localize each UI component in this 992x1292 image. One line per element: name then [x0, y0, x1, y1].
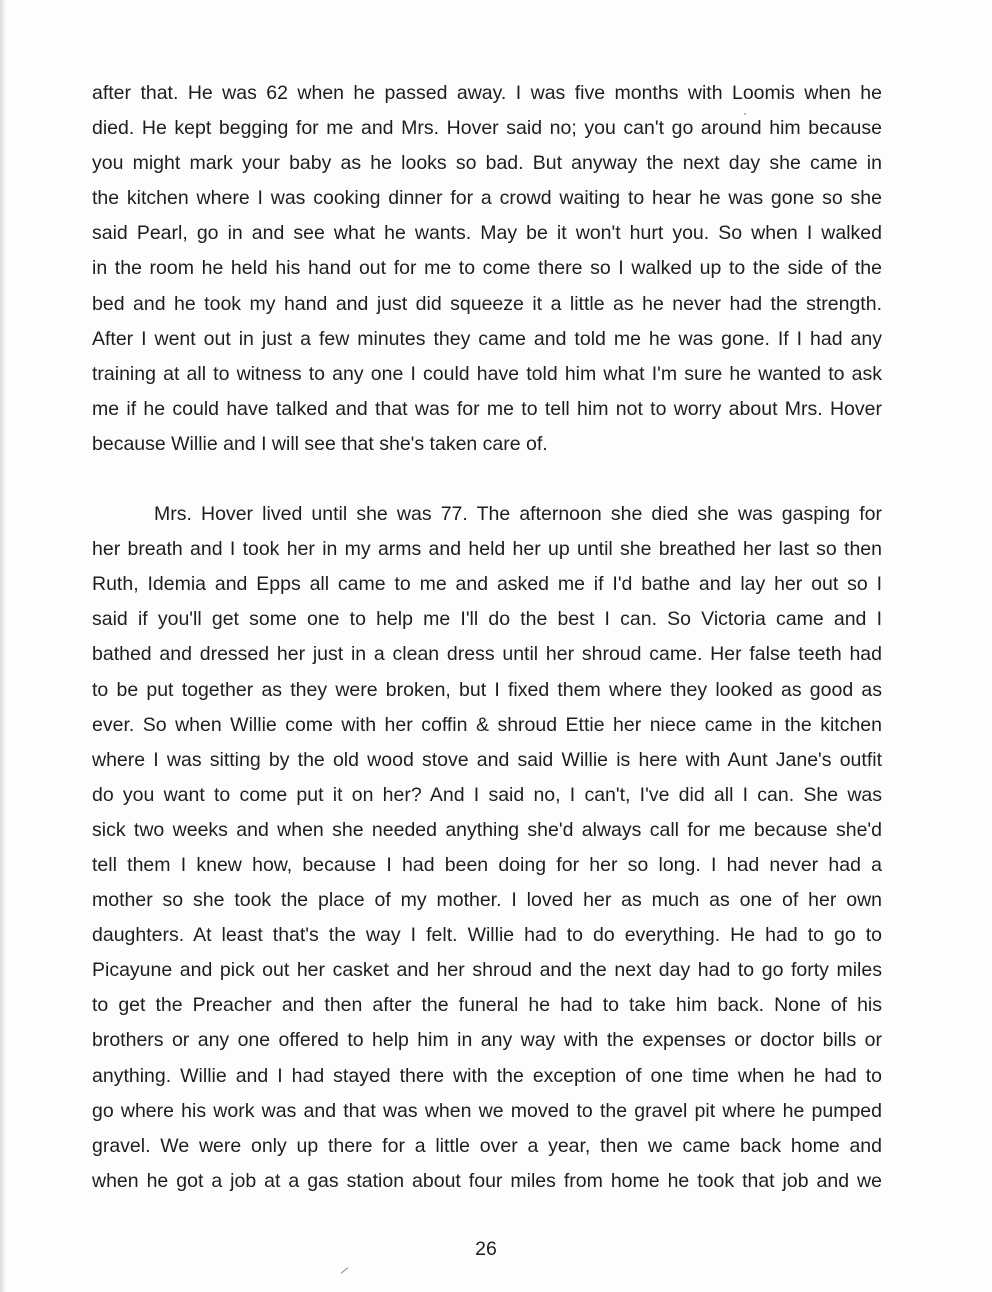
- text-line: do you want to come put it on her? And I said no, I can't, I've did all I can. She was: [92, 783, 882, 806]
- text-line: daughters. At least that's the way I felt. Willie had to do everything. He had to go to: [92, 924, 882, 947]
- text-line: said Pearl, go in and see what he wants. May be it won't hurt you. So when I walked: [92, 222, 882, 245]
- text-line: after that. He was 62 when he passed away. I was five months with Loomis when he: [92, 82, 882, 104]
- text-line: mother so she took the place of my mother. I loved her as much as one of her own: [92, 889, 882, 912]
- text-line: died. He kept begging for me and Mrs. Hover said no; you can't go around him because: [92, 117, 882, 140]
- text-line: because Willie and I will see that she's taken care of.: [92, 432, 548, 455]
- text-line: go where his work was and that was when we moved to the gravel pit where he pumped: [92, 1099, 882, 1122]
- paragraph-1: [92, 76, 882, 462]
- text-line: me if he could have talked and that was for me to tell him not to worry about Mrs. Hover: [92, 397, 882, 420]
- text-line: Ruth, Idemia and Epps all came to me and asked me if I'd bathe and lay her out so I: [92, 573, 882, 596]
- body-text: [92, 76, 882, 1199]
- text-line: After I went out in just a few minutes they came and told me he was gone. If I had any: [92, 327, 882, 350]
- text-line: gravel. We were only up there for a little over a year, then we came back home and: [92, 1134, 882, 1157]
- text-line: the kitchen where I was cooking dinner for a crowd waiting to hear he was gone so she: [92, 187, 882, 210]
- text-line: Mrs. Hover lived until she was 77. The afternoon she died she was gasping for: [154, 503, 882, 526]
- text-line: Picayune and pick out her casket and her shroud and the next day had to go forty miles: [92, 959, 882, 982]
- scan-shadow-edge: [0, 0, 6, 1292]
- text-line: bathed and dressed her just in a clean dress until her shroud came. Her false teeth had: [92, 643, 882, 666]
- text-line: said if you'll get some one to help me I'll do the best I can. So Victoria came and I: [92, 608, 882, 631]
- text-line: to be put together as they were broken, but I fixed them where they looked as good as: [92, 678, 882, 701]
- paragraph-2: [92, 497, 882, 1199]
- text-line: you might mark your baby as he looks so bad. But anyway the next day she came in: [92, 152, 882, 175]
- stray-pen-mark: [341, 1267, 349, 1274]
- text-line: sick two weeks and when she needed anything she'd always call for me because she'd: [92, 818, 882, 841]
- page-number: 26: [475, 1238, 497, 1260]
- text-line: brothers or any one offered to help him in any way with the expenses or doctor bills or: [92, 1029, 882, 1052]
- text-line: her breath and I took her in my arms and held her up until she breathed her last so then: [92, 538, 882, 561]
- text-line: ever. So when Willie come with her coffin & shroud Ettie her niece came in the kitchen: [92, 713, 882, 736]
- text-line: anything. Willie and I had stayed there with the exception of one time when he had to: [92, 1064, 882, 1087]
- text-line: bed and he took my hand and just did squeeze it a little as he never had the strength.: [92, 292, 882, 315]
- text-line: tell them I knew how, because I had been doing for her so long. I had never had a: [92, 853, 882, 876]
- text-line: to get the Preacher and then after the funeral he had to take him back. None of his: [92, 994, 882, 1017]
- text-line: where I was sitting by the old wood stove and said Willie is here with Aunt Jane's outfit: [92, 748, 882, 771]
- text-line: training at all to witness to any one I could have told him what I'm sure he wanted to ask: [92, 362, 882, 385]
- text-line: when he got a job at a gas station about four miles from home he took that job and we: [92, 1169, 882, 1192]
- text-line: in the room he held his hand out for me to come there so I walked up to the side of the: [92, 257, 882, 280]
